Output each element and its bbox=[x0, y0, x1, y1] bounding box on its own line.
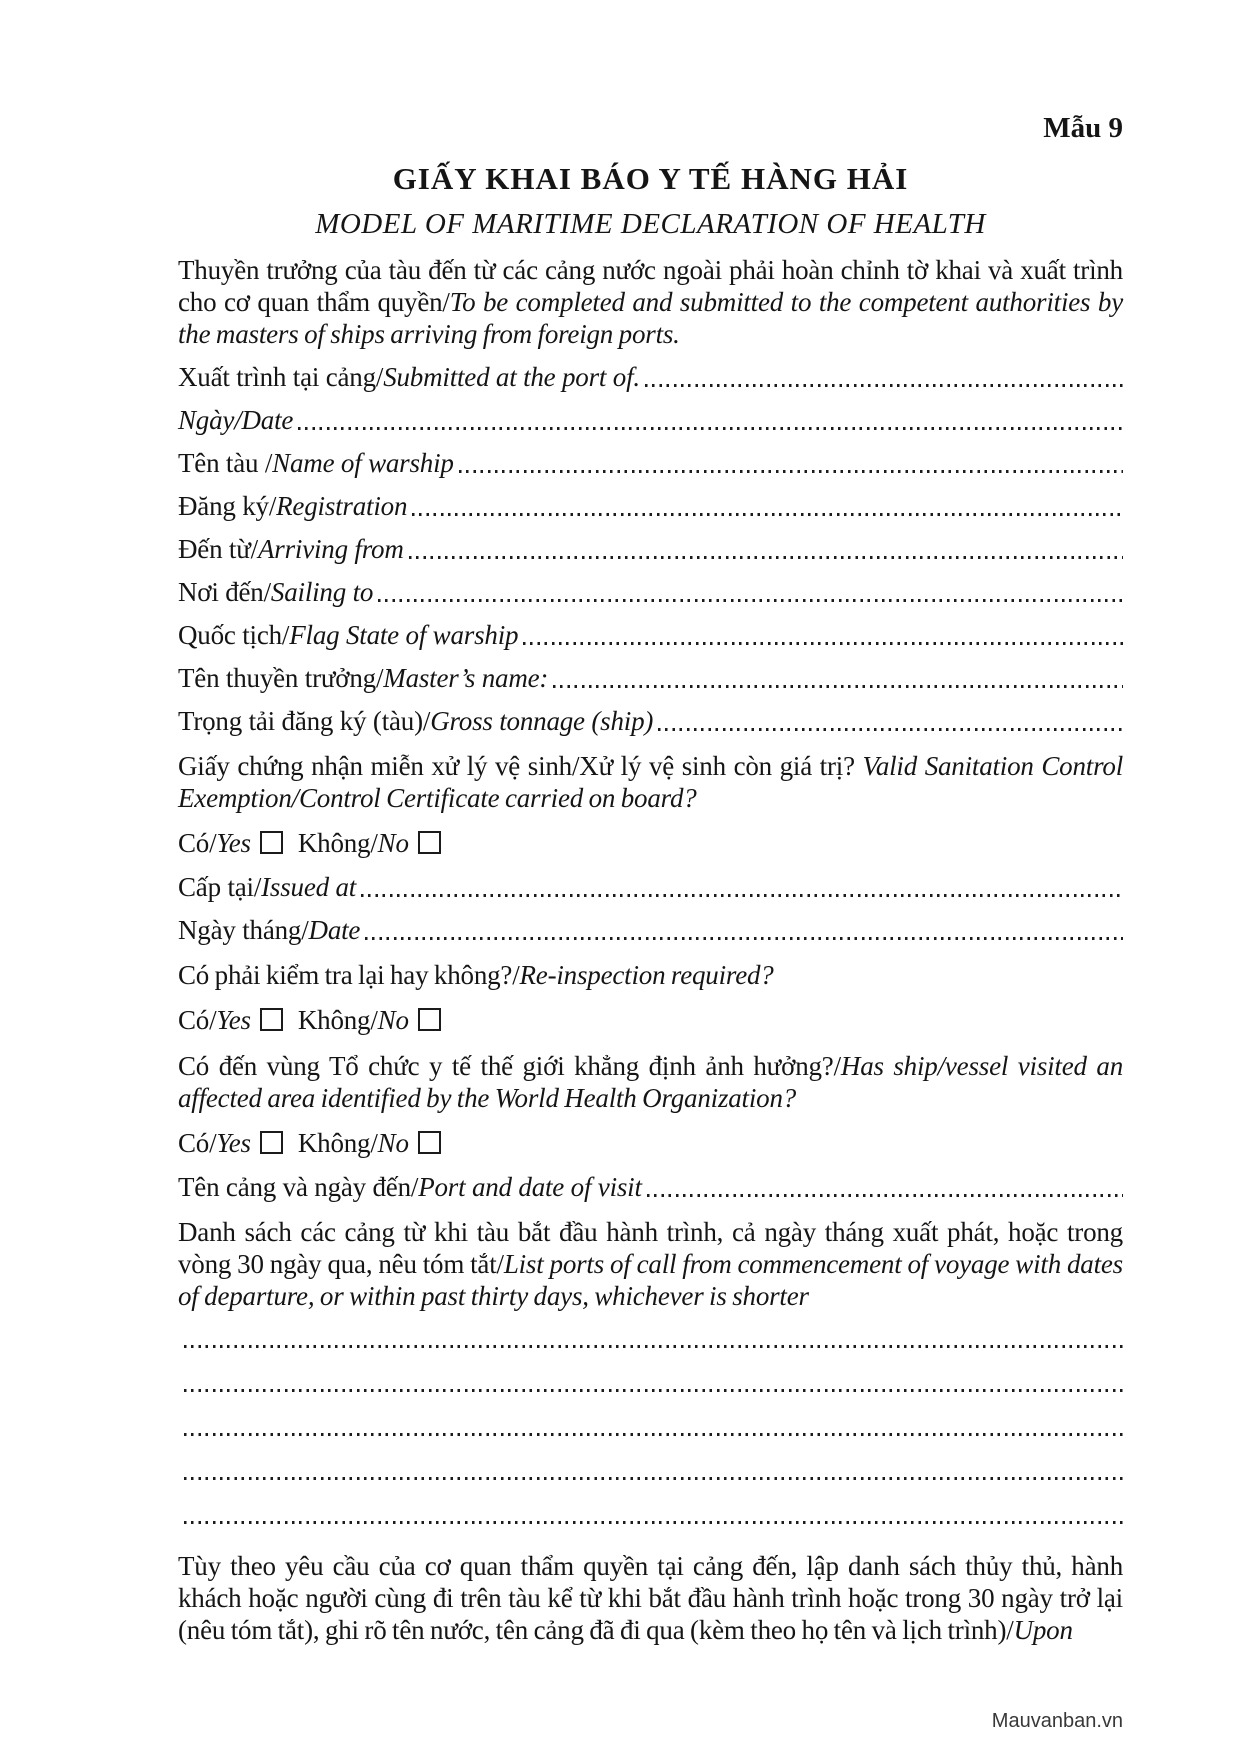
blank-row bbox=[178, 1324, 1123, 1368]
who-area-yesno-row: Có/Yes Không/No bbox=[178, 1126, 1123, 1160]
date-fill-line[interactable] bbox=[298, 427, 1123, 430]
who-area-yes-checkbox[interactable] bbox=[260, 1131, 283, 1154]
field-label: Trọng tải đăng ký (tàu)/Gross tonnage (ship) bbox=[178, 706, 654, 736]
gross-tonnage-fill-line[interactable] bbox=[658, 728, 1123, 731]
blank-row bbox=[178, 1500, 1123, 1544]
field-label: Xuất trình tại cảng/Submitted at the port of. bbox=[178, 362, 640, 392]
reinspection-no-checkbox[interactable] bbox=[418, 1008, 441, 1031]
field-row-master-name bbox=[178, 662, 1123, 694]
ports-list-instruction: Danh sách các cảng từ khi tàu bắt đầu hành trình, cả ngày tháng xuất phát, hoặc trong vòng 30 ngày qua, nêu tóm tắt/List ports of call from commencement of voyage with dates of departure, or within past thirty days, whichever is shorter bbox=[178, 1217, 1123, 1311]
ship-name-fill-line[interactable] bbox=[459, 470, 1123, 473]
no-label: Không/ bbox=[297, 1128, 378, 1158]
form-title-en: MODEL OF MARITIME DECLARATION OF HEALTH bbox=[315, 208, 986, 240]
yes-label: Có/ bbox=[178, 1005, 217, 1035]
ports-list-answer-area bbox=[178, 1324, 1123, 1544]
field-row-issue-date bbox=[178, 914, 1123, 946]
master-name-fill-line[interactable] bbox=[553, 685, 1123, 688]
field-label: Tên tàu /Name of warship bbox=[178, 448, 454, 478]
field-row-issued-at bbox=[178, 871, 1123, 903]
form-title-vi: GIẤY KHAI BÁO Y TẾ HÀNG HẢI bbox=[392, 161, 909, 196]
reinspection-yes-checkbox[interactable] bbox=[260, 1008, 283, 1031]
watermark-mauvanban: Mauvanban.vn bbox=[991, 1710, 1123, 1732]
issue-date-fill-line[interactable] bbox=[365, 937, 1123, 940]
sailing-to-fill-line[interactable] bbox=[378, 599, 1123, 602]
field-row-arriving-from bbox=[178, 533, 1123, 565]
field-label: Tên cảng và ngày đến/Port and date of visit bbox=[178, 1172, 642, 1202]
field-row-ship-name bbox=[178, 447, 1123, 479]
sanitation-yesno-row: Có/Yes Không/No bbox=[178, 826, 1123, 860]
field-label: Đến từ/Arriving from bbox=[178, 534, 404, 564]
yes-label: Có/ bbox=[178, 828, 217, 858]
field-row-port-and-date-of-visit bbox=[178, 1171, 1123, 1203]
field-label: Tên thuyền trưởng/Master’s name: bbox=[178, 663, 549, 693]
field-label: Quốc tịch/Flag State of warship bbox=[178, 620, 519, 650]
flag-state-fill-line[interactable] bbox=[523, 642, 1123, 645]
field-row-date bbox=[178, 404, 1123, 436]
registration-fill-line[interactable] bbox=[412, 513, 1123, 516]
who-area-no-checkbox[interactable] bbox=[418, 1131, 441, 1154]
reinspection-yesno-row: Có/Yes Không/No bbox=[178, 1003, 1123, 1037]
page-content bbox=[178, 110, 1123, 1646]
intro-vi: Thuyền trưởng của tàu đến từ các cảng nước ngoài phải hoàn chỉnh tờ khai và xuất trình cho cơ quan thẩm quyền/ bbox=[178, 255, 1123, 317]
intro-paragraph bbox=[178, 254, 1123, 350]
ports-list-fill-line-3[interactable] bbox=[184, 1433, 1123, 1436]
sanitation-question: Giấy chứng nhận miễn xử lý vệ sinh/Xử lý vệ sinh còn giá trị? Valid Sanitation Control Exemption/Control Certificate carried on board? bbox=[178, 751, 1123, 813]
field-label: Nơi đến/Sailing to bbox=[178, 577, 374, 607]
blank-row bbox=[178, 1412, 1123, 1456]
sanitation-yes-checkbox[interactable] bbox=[260, 831, 283, 854]
field-row-flag-state bbox=[178, 619, 1123, 651]
field-label: Cấp tại/Issued at bbox=[178, 872, 357, 902]
field-row-sailing-to bbox=[178, 576, 1123, 608]
blank-row bbox=[178, 1368, 1123, 1412]
no-label: Không/ bbox=[297, 1005, 378, 1035]
ports-list-fill-line-1[interactable] bbox=[184, 1345, 1123, 1348]
port-and-date-of-visit-fill-line[interactable] bbox=[647, 1194, 1123, 1197]
ports-list-fill-line-4[interactable] bbox=[184, 1477, 1123, 1480]
field-row-submitted-at-port bbox=[178, 361, 1123, 393]
field-label: Đăng ký/Registration bbox=[178, 491, 408, 521]
arriving-from-fill-line[interactable] bbox=[409, 556, 1123, 559]
field-label: Ngày/Date bbox=[178, 405, 294, 435]
form-number: Mẫu 9 bbox=[1043, 112, 1123, 144]
field-row-registration bbox=[178, 490, 1123, 522]
reinspection-question: Có phải kiểm tra lại hay không?/Re-inspection required? bbox=[178, 960, 774, 990]
yes-label: Có/ bbox=[178, 1128, 217, 1158]
blank-row bbox=[178, 1456, 1123, 1500]
ports-list-fill-line-2[interactable] bbox=[184, 1389, 1123, 1392]
sanitation-no-checkbox[interactable] bbox=[418, 831, 441, 854]
field-row-gross-tonnage bbox=[178, 705, 1123, 737]
no-label: Không/ bbox=[297, 828, 378, 858]
submitted-at-port-fill-line[interactable] bbox=[645, 384, 1123, 387]
crew-list-instruction: Tùy theo yêu cầu của cơ quan thẩm quyền tại cảng đến, lập danh sách thủy thủ, hành khách hoặc người cùng đi trên tàu kể từ khi bắt đầu hành trình hoặc trong 30 ngày trở lại (nêu tóm tắt), ghi rõ tên nước, tên cảng đã đi qua (kèm theo họ tên và lịch trình)/Upon bbox=[178, 1551, 1123, 1645]
issued-at-fill-line[interactable] bbox=[361, 894, 1123, 897]
intro-en: To be completed and submitted to the competent authorities by the masters of ships arriving from foreign ports. bbox=[178, 287, 1124, 349]
field-label: Ngày tháng/Date bbox=[178, 915, 361, 945]
who-area-question: Có đến vùng Tổ chức y tế thế giới khẳng định ảnh hưởng?/Has ship/vessel visited an affected area identified by the World Health Organization? bbox=[178, 1051, 1123, 1113]
ports-list-fill-line-5[interactable] bbox=[184, 1521, 1123, 1524]
